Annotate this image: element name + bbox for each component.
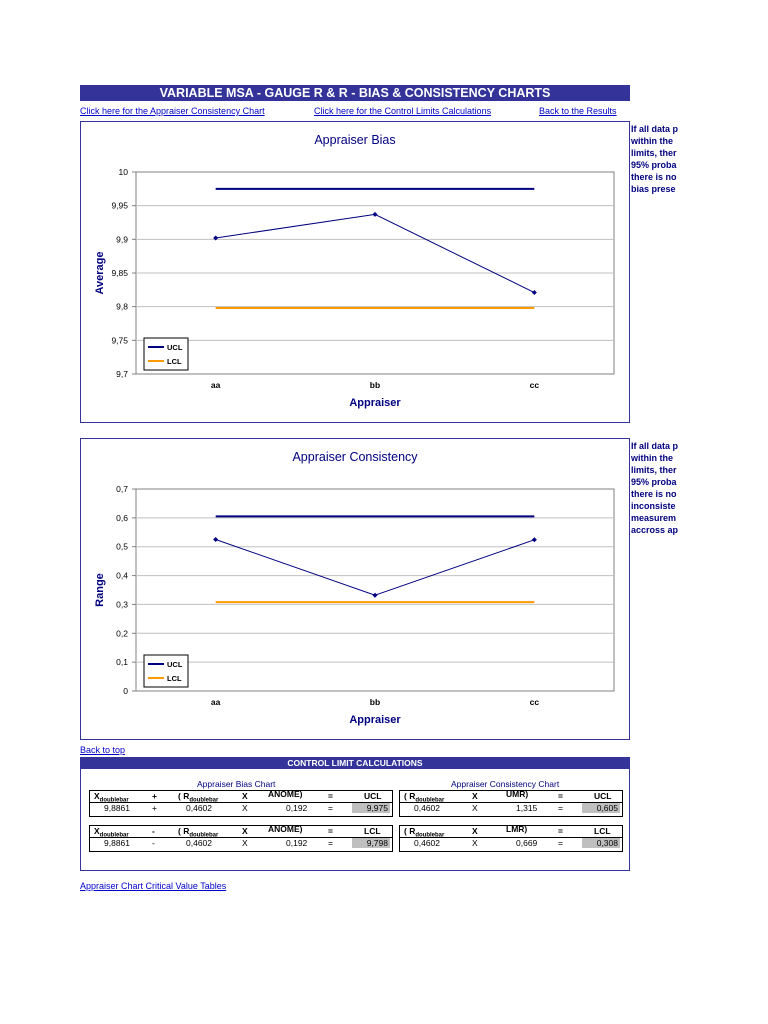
chart-title: Appraiser Bias [314,133,396,147]
appraiser-bias-chart-box [80,121,630,423]
cell-value: + [152,803,157,813]
cell-header: = [558,826,563,836]
note-line: measurem [631,513,677,523]
cell-header: UMR) [506,789,529,799]
cell-header: = [558,791,563,801]
cell-value: 0,192 [286,803,308,813]
note-line: within the [631,136,673,146]
note-line: within the [631,453,673,463]
note-line: bias prese [631,184,676,194]
back-to-results-link[interactable]: Back to the Results [539,106,617,116]
consistency-ucl-table [399,790,623,817]
cell-header: = [328,791,333,801]
note-line: 95% proba [631,160,677,170]
plot-area [136,489,614,691]
cell-header: LMR) [506,824,528,834]
legend-label: UCL [167,343,183,352]
note-line: limits, ther [631,465,677,475]
x-tick-label: aa [210,380,221,390]
cell-header: ( $R_{doublebar}$ [404,826,445,839]
chart-title: Appraiser Consistency [292,450,418,464]
page-title: VARIABLE MSA - GAUGE R & R - BIAS & CONSISTENCY CHARTS [80,85,630,101]
cell-header: $X_{doublebar}$ [94,791,129,804]
x-tick-label: bb [369,380,381,390]
cell-value: = [328,803,333,813]
cell-header: X [242,791,248,801]
cell-header: UCL [594,791,612,801]
y-tick-label: 9,95 [111,200,128,211]
cell-header: ANOME) [268,824,303,834]
note-line: 95% proba [631,477,677,487]
appraiser-consistency-chart [81,439,629,739]
cell-value: 1,315 [516,803,538,813]
cell-header: ( $R_{doublebar}$ [178,826,219,839]
cell-header: UCL [364,791,382,801]
lcl-result: 0,308 [582,838,620,848]
cell-header: X [242,826,248,836]
critical-value-tables-link[interactable]: Appraiser Chart Critical Value Tables [80,881,227,891]
x-tick-label: cc [529,697,540,707]
legend-label: UCL [167,660,183,669]
note-line: accross ap [631,525,679,535]
cell-value: 9,8861 [104,838,130,848]
cell-header: ANOME) [268,789,303,799]
y-tick-label: 9,9 [116,234,128,245]
y-tick-label: 0 [123,686,128,696]
bias-lcl-table [89,825,393,852]
cell-value: 0,669 [516,838,538,848]
cell-header: LCL [594,826,611,836]
cell-value: - [152,838,155,848]
cell-value: 0,192 [286,838,308,848]
cell-header: $X_{doublebar}$ [94,826,129,839]
lcl-result: 9,798 [352,838,390,848]
divider [90,802,392,803]
cell-value: = [328,838,333,848]
control-limit-title: CONTROL LIMIT CALCULATIONS [81,758,629,769]
cell-value: = [558,803,563,813]
y-tick-label: 0,1 [116,657,128,668]
y-tick-label: 0,3 [116,599,128,610]
x-tick-label: bb [369,697,381,707]
cell-value: X [472,803,478,813]
y-tick-label: 9,75 [111,335,128,346]
back-to-top-link[interactable]: Back to top [80,745,126,755]
y-tick-label: 10 [118,167,128,177]
cell-value: X [242,803,248,813]
cell-value: X [242,838,248,848]
consistency-lcl-table [399,825,623,852]
cell-value: 9,8861 [104,803,130,813]
y-axis-label: Range [94,573,106,607]
y-tick-label: 0,5 [116,541,128,552]
legend-label: LCL [167,674,182,683]
appraiser-consistency-link[interactable]: Click here for the Appraiser Consistency Chart [80,106,265,116]
x-tick-label: cc [529,380,540,390]
y-tick-label: 0,2 [116,628,128,639]
cell-header: ( $R_{doublebar}$ [178,791,219,804]
note-line: limits, ther [631,148,677,158]
cell-value: 0,4602 [414,838,440,848]
divider [90,837,392,838]
x-axis-label: Appraiser [349,397,401,409]
ucl-result: 0,605 [582,803,620,813]
cell-header: = [328,826,333,836]
consistency-side-note [631,440,768,536]
control-limits-link[interactable]: Click here for the Control Limits Calculations [314,106,492,116]
y-tick-label: 9,85 [111,268,128,278]
legend-label: LCL [167,357,182,366]
y-tick-label: 9,7 [116,369,128,379]
note-line: If all data p [631,124,679,134]
bias-side-note [631,123,768,195]
note-line: If all data p [631,441,679,451]
y-tick-label: 9,8 [116,301,128,312]
y-axis-label: Average [94,251,106,295]
note-line: there is no [631,489,677,499]
cell-header: X [472,791,478,801]
ucl-result: 9,975 [352,803,390,813]
appraiser-consistency-chart-box [80,438,630,740]
control-limit-panel [80,757,630,871]
cell-header: - [152,826,155,836]
consistency-calc-title: Appraiser Consistency Chart [451,779,560,789]
cell-value: 0,4602 [186,803,212,813]
y-tick-label: 0,7 [116,484,128,494]
note-line: inconsiste [631,501,676,511]
cell-header: + [152,791,157,801]
bias-ucl-table [89,790,393,817]
bias-calc-title: Appraiser Bias Chart [197,779,276,789]
appraiser-bias-chart [81,122,629,422]
cell-header: X [472,826,478,836]
y-tick-label: 0,4 [116,570,128,581]
cell-header: LCL [364,826,381,836]
x-tick-label: aa [210,697,221,707]
x-axis-label: Appraiser [349,714,401,726]
cell-header: ( $R_{doublebar}$ [404,791,445,804]
note-line: there is no [631,172,677,182]
cell-value: X [472,838,478,848]
y-tick-label: 0,6 [116,512,128,523]
cell-value: = [558,838,563,848]
cell-value: 0,4602 [186,838,212,848]
cell-value: 0,4602 [414,803,440,813]
